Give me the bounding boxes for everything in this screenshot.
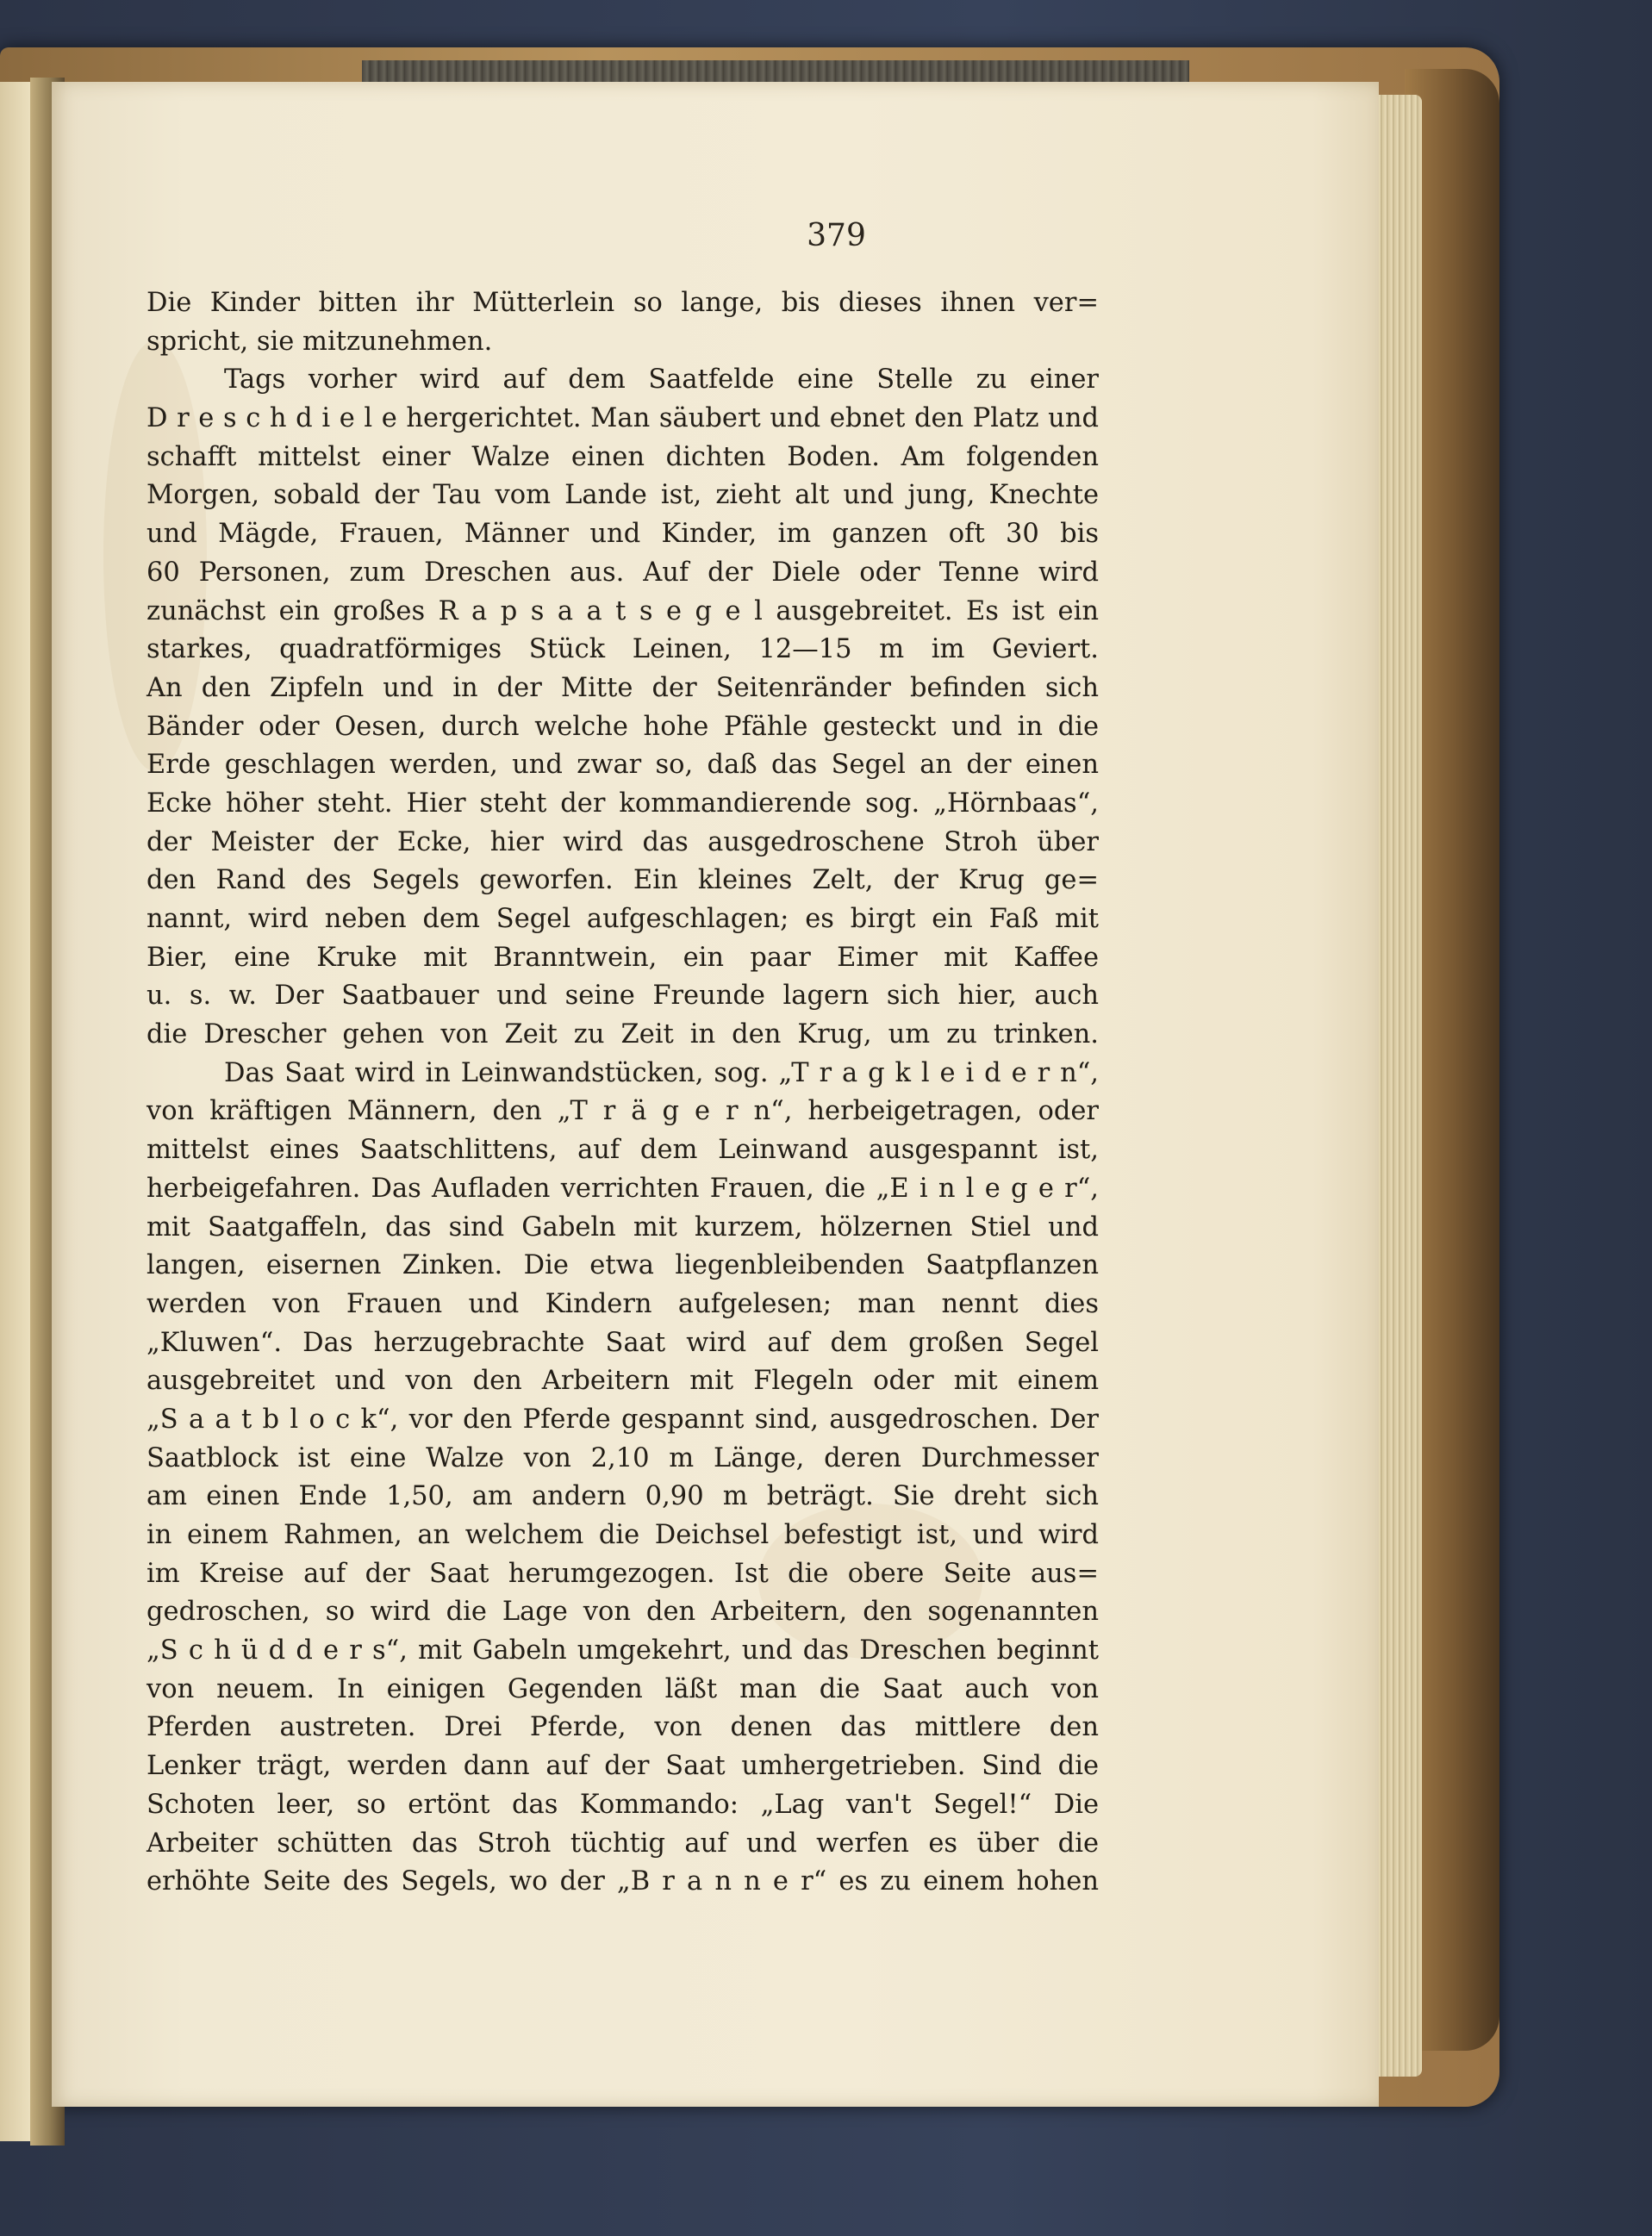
text-line: Lenker trägt, werden dann auf der Saat umhergetrieben. Sind die	[146, 1751, 1099, 1782]
text-line: „S c h ü d d e r s“, mit Gabeln umgekehrt, und das Dreschen beginnt	[146, 1635, 1099, 1666]
text-line: von kräftigen Männern, den „T r ä g e r n“, herbeigetragen, oder	[146, 1096, 1099, 1127]
text-line: schafft mittelst einer Walze einen dichten Boden. Am folgenden	[146, 441, 1099, 472]
text-line: „S a a t b l o c k“, vor den Pferde gespannt sind, ausgedroschen. Der	[146, 1404, 1099, 1435]
text-line: nannt, wird neben dem Segel aufgeschlagen; es birgt ein Faß mit	[146, 904, 1099, 934]
text-line: 60 Personen, zum Dreschen aus. Auf der Diele oder Tenne wird	[146, 557, 1099, 588]
text-line: An den Zipfeln und in der Mitte der Seitenränder befinden sich	[146, 672, 1099, 703]
text-line: den Rand des Segels geworfen. Ein kleines Zelt, der Krug ge=	[146, 865, 1099, 896]
text-line: am einen Ende 1,50, am andern 0,90 m beträgt. Sie dreht sich	[146, 1481, 1099, 1512]
text-line: Ecke höher steht. Hier steht der kommandierende sog. „Hörnbaas“,	[146, 788, 1099, 819]
text-line: Erde geschlagen werden, und zwar so, daß das Segel an der einen	[146, 750, 1099, 781]
text-line: der Meister der Ecke, hier wird das ausgedroschene Stroh über	[146, 826, 1099, 857]
text-line: Arbeiter schütten das Stroh tüchtig auf und werfen es über die	[146, 1828, 1099, 1859]
text-line: gedroschen, so wird die Lage von den Arbeitern, den sogenannten	[146, 1597, 1099, 1628]
text-line: Das Saat wird in Leinwandstücken, sog. „T r a g k l e i d e r n“,	[224, 1057, 1099, 1088]
text-line: und Mägde, Frauen, Männer und Kinder, im ganzen oft 30 bis	[146, 519, 1099, 550]
text-line: zunächst ein großes R a p s a a t s e g e l ausgebreitet. Es ist ein	[146, 595, 1099, 626]
text-line: die Drescher gehen von Zeit zu Zeit in den Krug, um zu trinken.	[146, 1019, 1099, 1050]
text-line: erhöhte Seite des Segels, wo der „B r a n n e r“ es zu einem hohen	[146, 1866, 1099, 1897]
text-line: Tags vorher wird auf dem Saatfelde eine Stelle zu einer	[224, 364, 1099, 396]
text-line: Die Kinder bitten ihr Mütterlein so lange, bis dieses ihnen ver=	[146, 288, 1099, 318]
page-number: 379	[807, 218, 866, 253]
body-text	[146, 284, 1099, 1902]
text-line: D r e s c h d i e l e hergerichtet. Man säubert und ebnet den Platz und	[146, 403, 1099, 434]
text-line: ausgebreitet und von den Arbeitern mit Flegeln oder mit einem	[146, 1366, 1099, 1397]
text-line: Bänder oder Oesen, durch welche hohe Pfähle gesteckt und in die	[146, 711, 1099, 742]
text-line: Schoten leer, so ertönt das Kommando: „Lag van't Segel!“ Die	[146, 1789, 1099, 1820]
text-line: von neuem. In einigen Gegenden läßt man die Saat auch von	[146, 1673, 1099, 1704]
text-line: werden von Frauen und Kindern aufgelesen; man nennt dies	[146, 1288, 1099, 1319]
text-line: in einem Rahmen, an welchem die Deichsel befestigt ist, und wird	[146, 1520, 1099, 1550]
text-line: langen, eisernen Zinken. Die etwa liegenbleibenden Saatpflanzen	[146, 1250, 1099, 1281]
text-line: starkes, quadratförmiges Stück Leinen, 12—15 m im Geviert.	[146, 634, 1099, 665]
text-line: Pferden austreten. Drei Pferde, von denen das mittlere den	[146, 1712, 1099, 1743]
text-line: Saatblock ist eine Walze von 2,10 m Länge, deren Durchmesser	[146, 1442, 1099, 1473]
text-line: „Kluwen“. Das herzugebrachte Saat wird auf dem großen Segel	[146, 1327, 1099, 1358]
text-line: herbeigefahren. Das Aufladen verrichten Frauen, die „E i n l e g e r“,	[146, 1173, 1099, 1204]
text-line: u. s. w. Der Saatbauer und seine Freunde lagern sich hier, auch	[146, 981, 1099, 1012]
text-line: mittelst eines Saatschlittens, auf dem Leinwand ausgespannt ist,	[146, 1135, 1099, 1166]
text-line: spricht, sie mitzunehmen.	[146, 326, 493, 357]
text-line: Morgen, sobald der Tau vom Lande ist, zieht alt und jung, Knechte	[146, 480, 1099, 511]
text-line: Bier, eine Kruke mit Branntwein, ein paar Eimer mit Kaffee	[146, 942, 1099, 973]
text-line: im Kreise auf der Saat herumgezogen. Ist die obere Seite aus=	[146, 1558, 1099, 1589]
text-line: mit Saatgaffeln, das sind Gabeln mit kurzem, hölzernen Stiel und	[146, 1211, 1099, 1243]
